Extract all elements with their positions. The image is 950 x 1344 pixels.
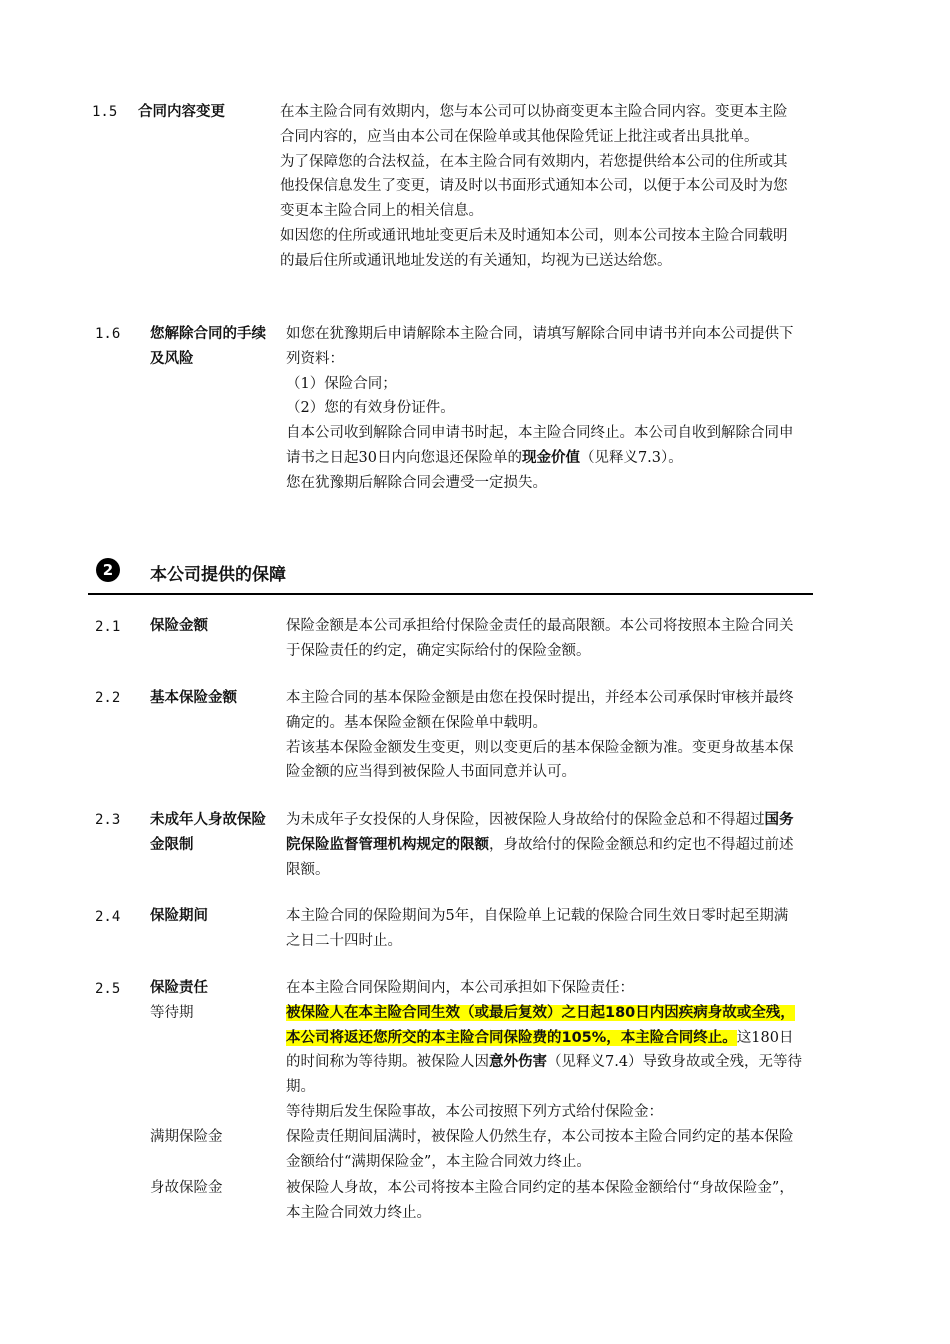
clause-body xyxy=(286,322,796,496)
term-cash-value: 现金价值 xyxy=(521,449,580,466)
risk-warning: 您在犹豫期后解除合同会遭受一定损失。 xyxy=(286,474,547,491)
paragraph: 本主险合同的保险期间为5年，自保险单上记载的保险合同生效日零时起至期满之日二十四时止。 xyxy=(286,908,789,949)
text: （见释义7.3）。 xyxy=(579,449,683,466)
text: （见释义7.4）导致身故或全残，无等待期。 xyxy=(286,1054,803,1096)
paragraph: 如因您的住所或通讯地址变更后未及时通知本公司，则本公司按本主险合同载明的最后住所或通讯地址发送的有关通知，均视为已送达给您。 xyxy=(280,227,788,269)
list-item: （1）保险合同； xyxy=(286,375,397,392)
subheading-waiting-period: 等待期 xyxy=(150,1005,194,1021)
paragraph: 为了保障您的合法权益，在本主险合同有效期内，若您提供给本公司的住所或其他投保信息发生了变更，请及时以书面形式通知本公司，以便于本公司及时为您变更本主险合同上的相关信息。 xyxy=(280,153,788,220)
highlighted-text: 被保险人在本主险合同生效（或最后复效）之日起180日内因疾病身故或全残，本公司将返还您所交的本主险合同保险费的105%，本主险合同终止。 xyxy=(286,1004,795,1046)
paragraph xyxy=(286,808,796,882)
paragraph: 等待期后发生保险事故，本公司按照下列方式给付保险金： xyxy=(286,1103,663,1120)
text: ，身故给付的保险金额总和约定也不得超过前述限额。 xyxy=(286,836,794,878)
paragraph xyxy=(286,421,796,471)
paragraph: 被保险人身故，本公司将按本主险合同约定的基本保险金额给付“身故保险金”，本主险合同效力终止。 xyxy=(286,1180,794,1221)
text: 为未成年子女投保的人身保险，因被保险人身故给付的保险金总和不得超过 xyxy=(286,812,765,828)
clause-number: 2.4 xyxy=(95,909,121,925)
section-divider xyxy=(88,593,813,595)
text: 自本公司收到解除合同申请书时起，本主险合同终止。本公司自收到解除合同申请书之日起30日内向您退还保险单的 xyxy=(286,425,794,466)
paragraph: 本主险合同的基本保险金额是由您在投保时提出，并经本公司承保时审核并最终确定的。基本保险金额在保险单中载明。 xyxy=(286,690,794,731)
clause-number: 2.2 xyxy=(95,690,121,706)
clause-title: 合同内容变更 xyxy=(138,104,225,120)
section-title: 本公司提供的保障 xyxy=(150,565,286,585)
clause-number: 2.3 xyxy=(95,812,121,828)
clause-body xyxy=(286,1125,796,1175)
clause-title: 保险期间 xyxy=(150,908,208,924)
clause-body xyxy=(286,686,796,785)
clause-body xyxy=(286,808,796,882)
paragraph: 如您在犹豫期后申请解除本主险合同，请填写解除合同申请书并向本公司提供下列资料： xyxy=(286,326,794,367)
clause-body xyxy=(286,1176,796,1226)
clause-number: 2.5 xyxy=(95,981,121,997)
term-accident: 意外伤害 xyxy=(489,1054,547,1071)
text: 这180日的时间称为等待期。被保险人因 xyxy=(286,1029,794,1071)
paragraph: 若该基本保险金额发生变更，则以变更后的基本保险金额为准。变更身故基本保险金额的应当得到被保险人书面同意并认可。 xyxy=(286,739,794,781)
term-regulatory-limit: 国务院保险监督管理机构规定的限额 xyxy=(286,812,794,853)
paragraph: 在本主险合同有效期内，您与本公司可以协商变更本主险合同内容。变更本主险合同内容的，应当由本公司在保险单或其他保险凭证上批注或者出具批单。 xyxy=(280,104,788,145)
paragraph: 保险责任期间届满时，被保险人仍然生存，本公司按本主险合同约定的基本保险金额给付“满期保险金”，本主险合同效力终止。 xyxy=(286,1129,794,1170)
clause-number: 1.6 xyxy=(95,326,121,342)
section-header xyxy=(88,556,813,596)
clause-title: 保险金额 xyxy=(150,618,208,634)
clause-number: 1.5 xyxy=(92,104,118,120)
clause-body xyxy=(286,614,796,664)
subheading-maturity-benefit: 满期保险金 xyxy=(150,1129,223,1145)
paragraph: 保险金额是本公司承担给付保险金责任的最高限额。本公司将按照本主险合同关于保险责任的约定，确定实际给付的保险金额。 xyxy=(286,618,794,659)
clause-body xyxy=(286,976,804,1125)
section-number-icon: 2 xyxy=(96,558,120,582)
clause-body xyxy=(286,904,802,954)
paragraph xyxy=(286,1001,804,1100)
list-item: （2）您的有效身份证件。 xyxy=(286,400,455,417)
clause-title: 保险责任 xyxy=(150,980,208,996)
subheading-death-benefit: 身故保险金 xyxy=(150,1180,223,1196)
paragraph: 在本主险合同保险期间内，本公司承担如下保险责任： xyxy=(286,980,634,996)
clause-number: 2.1 xyxy=(95,619,121,635)
clause-title: 基本保险金额 xyxy=(150,690,237,706)
clause-body xyxy=(280,100,800,274)
clause-title: 您解除合同的手续及风险 xyxy=(150,326,266,367)
clause-title: 未成年人身故保险金限制 xyxy=(150,812,266,853)
